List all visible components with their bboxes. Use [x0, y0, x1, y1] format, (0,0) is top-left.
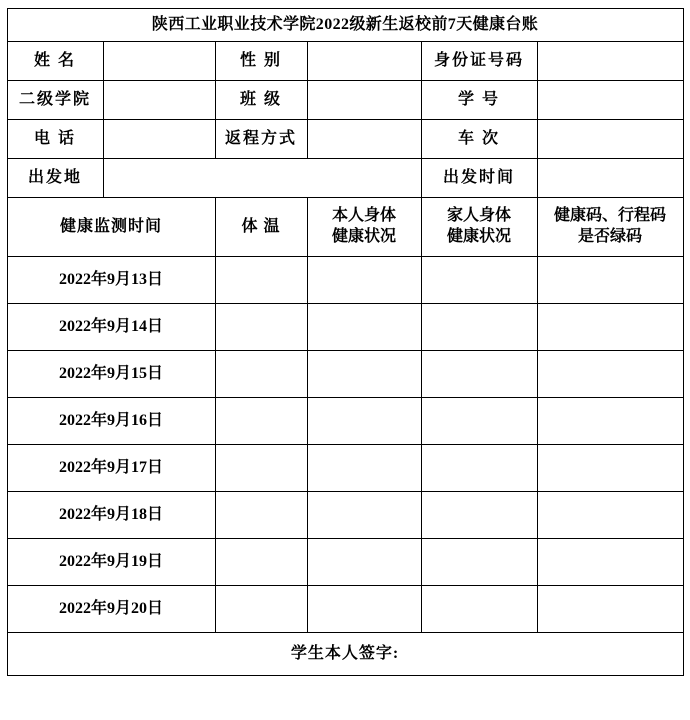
cell-health-code[interactable] [537, 257, 683, 304]
header-self-health-line1: 本人身体 [331, 207, 396, 225]
cell-temperature[interactable] [215, 351, 307, 398]
cell-family-health[interactable] [421, 351, 537, 398]
health-record-table [7, 8, 684, 676]
info-row-phone [7, 120, 683, 159]
table-row [7, 304, 683, 351]
cell-self-health[interactable] [307, 398, 421, 445]
label-college: 二级学院 [7, 81, 103, 120]
document-title: 陕西工业职业技术学院2022级新生返校前7天健康台账 [7, 9, 683, 42]
cell-self-health[interactable] [307, 257, 421, 304]
cell-health-code[interactable] [537, 492, 683, 539]
cell-health-code[interactable] [537, 304, 683, 351]
date-label: 2022年9月14日 [7, 304, 215, 351]
date-label: 2022年9月17日 [7, 445, 215, 492]
cell-family-health[interactable] [421, 445, 537, 492]
header-family-health-line2: 健康状况 [446, 228, 511, 245]
date-label: 2022年9月15日 [7, 351, 215, 398]
label-departure-place: 出发地 [7, 159, 103, 198]
cell-self-health[interactable] [307, 304, 421, 351]
cell-health-code[interactable] [537, 398, 683, 445]
cell-family-health[interactable] [421, 304, 537, 351]
info-row-college [7, 81, 683, 120]
label-gender: 性 别 [215, 42, 307, 81]
monitor-header-row [7, 198, 683, 257]
signature-label[interactable]: 学生本人签字: [7, 633, 683, 676]
date-label: 2022年9月13日 [7, 257, 215, 304]
info-row-name [7, 42, 683, 81]
cell-health-code[interactable] [537, 586, 683, 633]
field-class[interactable] [307, 81, 421, 120]
field-phone[interactable] [103, 120, 215, 159]
date-label: 2022年9月19日 [7, 539, 215, 586]
cell-temperature[interactable] [215, 492, 307, 539]
cell-family-health[interactable] [421, 492, 537, 539]
header-monitor-time: 健康监测时间 [7, 198, 215, 257]
cell-self-health[interactable] [307, 492, 421, 539]
header-self-health [307, 198, 421, 257]
cell-family-health[interactable] [421, 539, 537, 586]
cell-health-code[interactable] [537, 445, 683, 492]
cell-self-health[interactable] [307, 586, 421, 633]
cell-family-health[interactable] [421, 257, 537, 304]
field-college[interactable] [103, 81, 215, 120]
info-row-departure [7, 159, 683, 198]
label-class: 班 级 [215, 81, 307, 120]
cell-temperature[interactable] [215, 257, 307, 304]
field-train-number[interactable] [537, 120, 683, 159]
table-row [7, 539, 683, 586]
label-id-number: 身份证号码 [421, 42, 537, 81]
label-name: 姓 名 [7, 42, 103, 81]
header-family-health-line1: 家人身体 [446, 207, 511, 225]
header-health-code [537, 198, 683, 257]
header-self-health-line2: 健康状况 [331, 228, 396, 245]
field-gender[interactable] [307, 42, 421, 81]
field-id-number[interactable] [537, 42, 683, 81]
cell-self-health[interactable] [307, 445, 421, 492]
label-departure-time: 出发时间 [421, 159, 537, 198]
cell-self-health[interactable] [307, 539, 421, 586]
field-departure-time[interactable] [537, 159, 683, 198]
header-family-health [421, 198, 537, 257]
cell-self-health[interactable] [307, 351, 421, 398]
date-label: 2022年9月16日 [7, 398, 215, 445]
label-student-number: 学 号 [421, 81, 537, 120]
label-return-method: 返程方式 [215, 120, 307, 159]
label-phone: 电 话 [7, 120, 103, 159]
table-row [7, 351, 683, 398]
signature-row [7, 633, 683, 676]
title-row [7, 9, 683, 42]
cell-temperature[interactable] [215, 304, 307, 351]
table-row [7, 586, 683, 633]
header-health-code-line2: 是否绿码 [577, 228, 642, 245]
cell-health-code[interactable] [537, 539, 683, 586]
field-student-number[interactable] [537, 81, 683, 120]
table-row [7, 257, 683, 304]
date-label: 2022年9月18日 [7, 492, 215, 539]
label-train-number: 车 次 [421, 120, 537, 159]
header-health-code-line1: 健康码、行程码 [553, 207, 666, 225]
cell-temperature[interactable] [215, 445, 307, 492]
table-row [7, 398, 683, 445]
cell-temperature[interactable] [215, 539, 307, 586]
cell-temperature[interactable] [215, 398, 307, 445]
field-return-method[interactable] [307, 120, 421, 159]
header-temperature: 体 温 [215, 198, 307, 257]
cell-temperature[interactable] [215, 586, 307, 633]
cell-health-code[interactable] [537, 351, 683, 398]
date-label: 2022年9月20日 [7, 586, 215, 633]
table-row [7, 492, 683, 539]
cell-family-health[interactable] [421, 398, 537, 445]
cell-family-health[interactable] [421, 586, 537, 633]
field-name[interactable] [103, 42, 215, 81]
field-departure-place[interactable] [103, 159, 421, 198]
table-row [7, 445, 683, 492]
